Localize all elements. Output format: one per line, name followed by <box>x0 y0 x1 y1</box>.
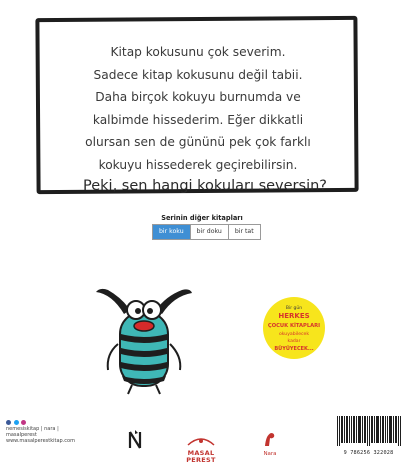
facebook-icon <box>6 420 11 425</box>
masal-line1: MASAL <box>187 449 215 457</box>
seal-badge-icon <box>262 296 326 360</box>
social-handles: nemesiskitap | nara | masalperest <box>6 426 59 438</box>
story-line: Sadece kitap kokusunu değil tabii. <box>93 67 303 82</box>
seal-line: ÇOCUK KİTAPLARI <box>267 323 321 329</box>
seal-line: Bir gün <box>285 306 303 311</box>
website-link[interactable]: www.masalperestkitap.com <box>6 438 75 444</box>
barcode-icon <box>336 416 401 446</box>
twitter-icon <box>14 420 19 425</box>
story-line: Kitap kokusunu çok severim. <box>110 45 286 59</box>
series-item-bir-koku: bir koku <box>153 225 191 239</box>
seal-line: BÜYÜYECEK... <box>274 346 314 352</box>
nara-logo <box>262 431 278 457</box>
instagram-icon <box>21 420 26 425</box>
story-line: Daha birçok kokuyu burnumda ve <box>95 90 301 104</box>
nara-logo-icon <box>262 431 278 447</box>
series-item-bir-doku: bir doku <box>191 225 229 239</box>
seal-line: okuyabilecek <box>278 332 310 337</box>
series-list <box>152 224 261 240</box>
slogan-seal <box>262 296 326 364</box>
barcode <box>336 416 401 456</box>
series-item-bir-tat: bir tat <box>234 228 254 235</box>
question-text: Peki, sen hangi kokuları seversin? <box>83 178 327 194</box>
creature-illustration <box>94 284 194 396</box>
barcode-number: 9 786256 322028 <box>343 450 394 456</box>
seal-line: kadar <box>287 339 301 344</box>
nemesis-logo-icon <box>127 430 143 450</box>
masal-logo-icon <box>186 436 216 446</box>
masalperest-logo <box>186 431 216 464</box>
series-title: Serinin diğer kitapları <box>161 214 243 222</box>
story-line: kalbimde hissederim. Eğer dikkatli <box>92 112 304 127</box>
story-text <box>52 41 344 176</box>
footer-social <box>6 420 76 444</box>
nara-text: Nara <box>263 451 277 457</box>
story-line: olursan sen de gününü pek çok farklı <box>85 135 311 149</box>
masal-line2: PEREST <box>186 456 216 464</box>
story-line: kokuyu hissederek geçirebilirsin. <box>98 157 298 172</box>
seal-line: HERKES <box>278 312 310 320</box>
